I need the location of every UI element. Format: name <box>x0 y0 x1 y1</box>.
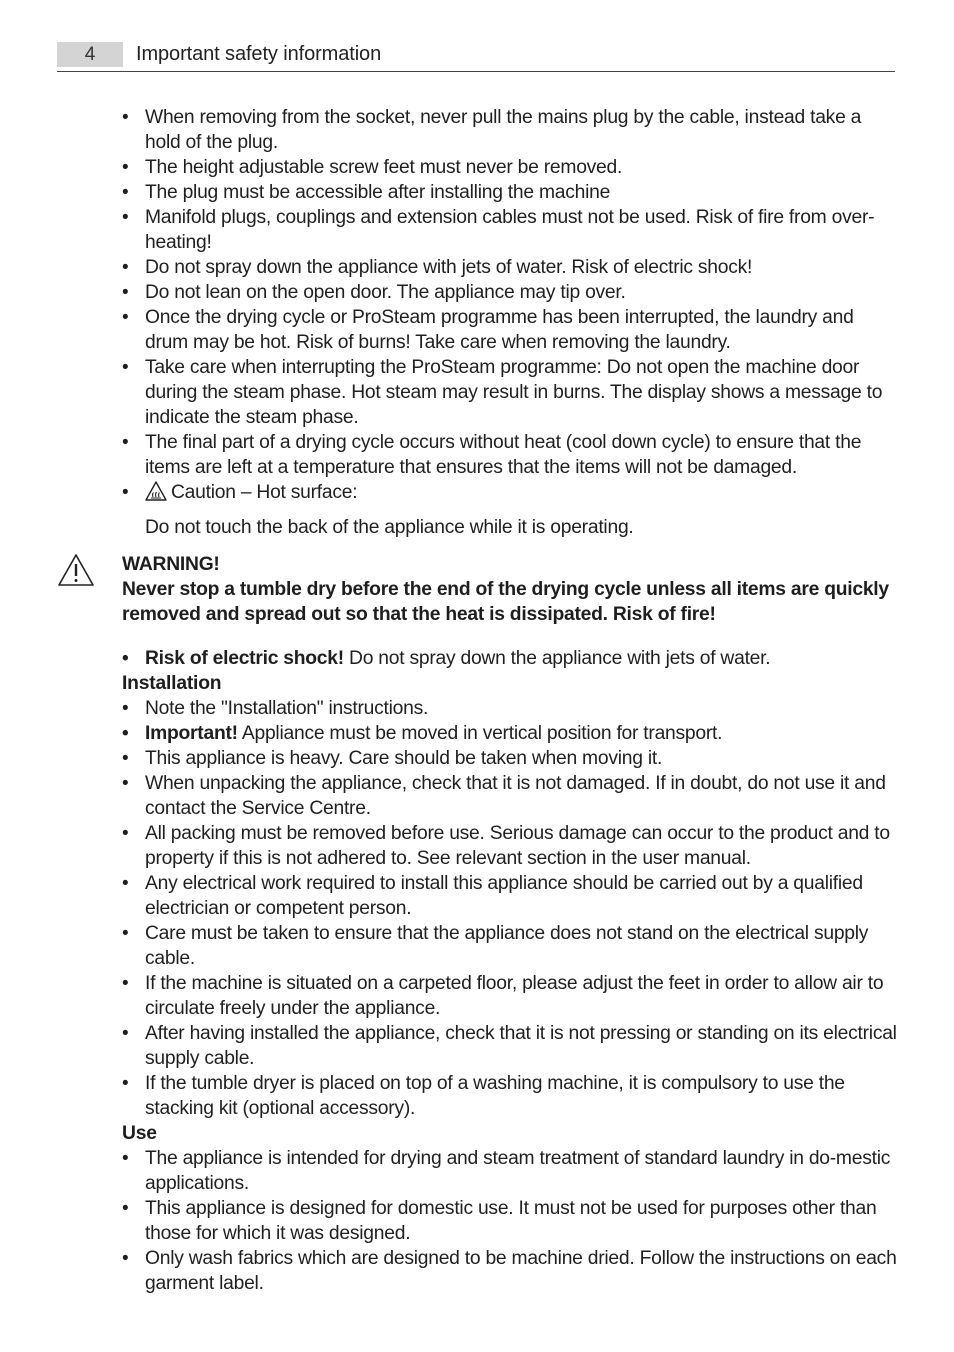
list-item: • When removing from the socket, never pull the mains plug by the cable, instead take a hold of the plug. <box>122 107 862 153</box>
use-heading: Use <box>122 1123 157 1144</box>
list-item: • If the tumble dryer is placed on top of a washing machine, it is compulsory to use the stacking kit (optional accessory). <box>122 1073 845 1119</box>
electric-list <box>122 646 898 671</box>
list-item: • Once the drying cycle or ProSteam programme has been interrupted, the laundry and drum may be hot. Risk of burns! Take care when removing the laundry. <box>122 307 854 353</box>
list-item: • Important! Appliance must be moved in vertical position for transport. <box>122 723 723 744</box>
list-item: • All packing must be removed before use. Serious damage can occur to the product and to property if this is not adhered to. See relevant section in the user manual. <box>122 823 890 869</box>
caution-item: • Caution – Hot surface: <box>122 480 898 508</box>
page-title: Important safety information <box>136 43 382 65</box>
list-item: • When unpacking the appliance, check that it is not damaged. If in doubt, do not use it and contact the Service Centre. <box>122 773 886 819</box>
list-item: • Risk of electric shock! Do not spray down the appliance with jets of water. <box>122 648 771 669</box>
list-item: • Do not lean on the open door. The appliance may tip over. <box>122 282 626 303</box>
use-list <box>122 1146 898 1296</box>
list-item: • The plug must be accessible after installing the machine <box>122 182 611 203</box>
list-item: • Do not spray down the appliance with jets of water. Risk of electric shock! <box>122 257 753 278</box>
warning-triangle-icon <box>56 552 96 593</box>
list-item: • This appliance is designed for domestic use. It must not be used for purposes other than those for which it was designed. <box>122 1198 877 1244</box>
page-number: 4 <box>57 42 123 67</box>
page-header <box>57 40 895 72</box>
document-body <box>122 105 898 1296</box>
list-item: • Take care when interrupting the ProSteam programme: Do not open the machine door during the steam phase. Hot steam may result in burns. The display shows a message to indicate the steam phase. <box>122 357 883 428</box>
list-item: • Care must be taken to ensure that the appliance does not stand on the electrical supply cable. <box>122 923 869 969</box>
list-item: • The height adjustable screw feet must never be removed. <box>122 157 623 178</box>
caution-note: Do not touch the back of the appliance while it is operating. <box>145 517 634 538</box>
warning-heading: WARNING! <box>122 554 220 575</box>
list-item: • Only wash fabrics which are designed to be machine dried. Follow the instructions on each garment label. <box>122 1248 897 1294</box>
list-item: • The appliance is intended for drying and steam treatment of standard laundry in do-mestic applications. <box>122 1148 891 1194</box>
installation-list <box>122 696 898 1121</box>
safety-list <box>122 105 898 508</box>
list-item: • If the machine is situated on a carpeted floor, please adjust the feet in order to allow air to circulate freely under the appliance. <box>122 973 884 1019</box>
list-item: • Any electrical work required to install this appliance should be carried out by a qualified electrician or competent person. <box>122 873 863 919</box>
list-item: • Note the "Installation" instructions. <box>122 698 429 719</box>
warning-text: Never stop a tumble dry before the end of the drying cycle unless all items are quickly removed and spread out so that the heat is dissipated. Risk of fire! <box>122 579 889 625</box>
list-item: • After having installed the appliance, check that it is not pressing or standing on its electrical supply cable. <box>122 1023 897 1069</box>
list-item: • The final part of a drying cycle occurs without heat (cool down cycle) to ensure that the items are left at a temperature that ensures that the items will not be damaged. <box>122 432 862 478</box>
hot-surface-icon <box>145 481 167 508</box>
list-item: • Manifold plugs, couplings and extension cables must not be used. Risk of fire from over-heating! <box>122 207 875 253</box>
header-divider <box>57 71 895 72</box>
installation-heading: Installation <box>122 673 222 694</box>
list-item: • This appliance is heavy. Care should be taken when moving it. <box>122 748 663 769</box>
warning-block <box>122 552 898 627</box>
